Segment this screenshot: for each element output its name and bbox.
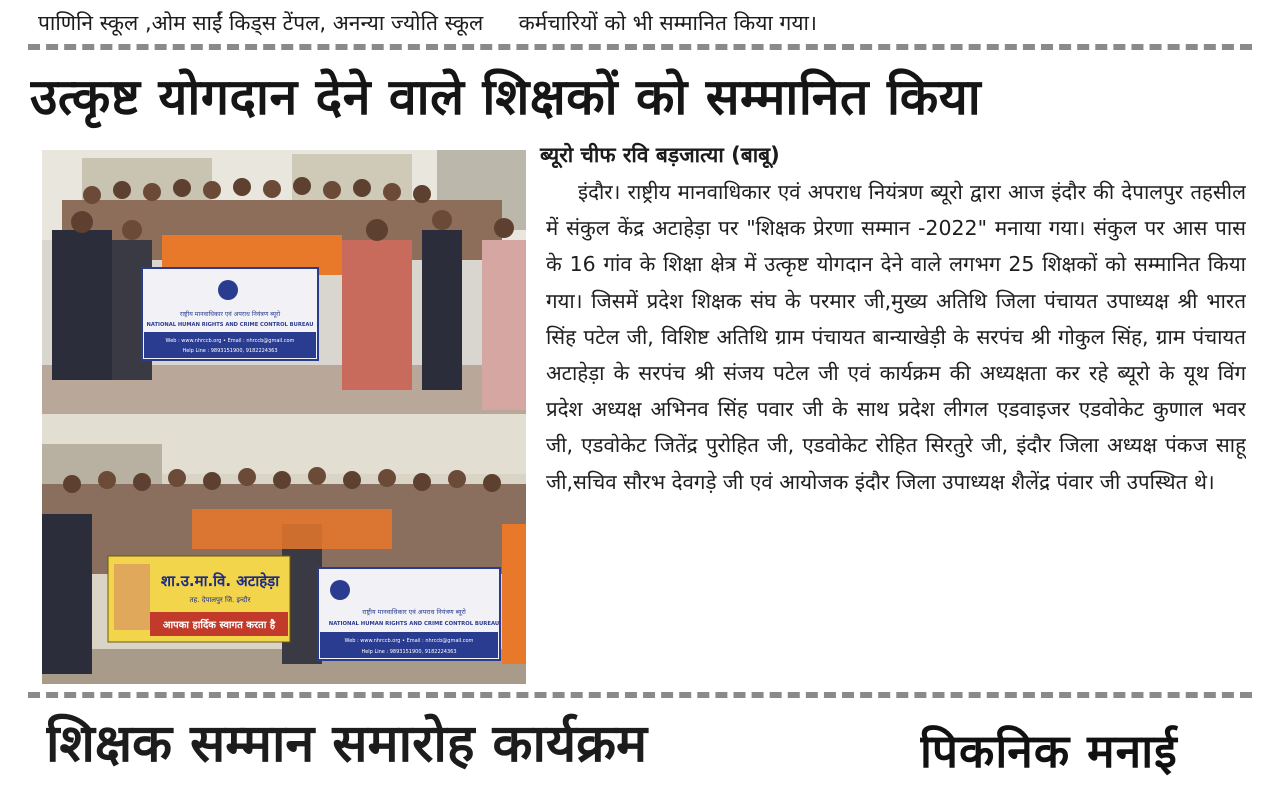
group-photo-2-image [42, 414, 526, 684]
bureau-banner-2 [318, 568, 500, 660]
bureau-banner-2-english: NATIONAL HUMAN RIGHTS AND CRIME CONTROL BUREAU [328, 621, 500, 627]
bureau-banner-1 [142, 268, 318, 360]
school-banner-address: तह. देपालपुर जि. इन्दौर [189, 596, 251, 604]
section-divider-top [28, 44, 1252, 50]
school-welcome-banner [108, 556, 290, 642]
bureau-banner-2-helpline: Help Line : 9893151900, 9182224363 [361, 649, 457, 655]
school-banner-welcome: आपका हार्दिक स्वागत करता है [162, 620, 276, 631]
article-body: इंदौर। राष्ट्रीय मानवाधिकार एवं अपराध नियंत्रण ब्यूरो द्वारा आज इंदौर की देपालपुर तहसील में संकुल केंद्र अटाहेड़ा पर "शिक्षक प्रेरणा सम्मान -2022" मनाया गया। संकुल पर आस पास के 16 गांव के शिक्षा क्षेत्र में उत्कृष्ट योगदान देने वाले लगभग 25 शिक्षकों को सम्मानित किया गया। जिसमें प्रदेश शिक्षक संघ के परमार जी,मुख्य अतिथि जिला पंचायत उपाध्यक्ष श्री भारत सिंह पटेल जी, विशिष्ट अतिथि ग्राम पंचायत बान्याखेड़ी के सरपंच श्री गोकुल सिंह, ग्राम पंचायत अटाहेड़ा के सरपंच श्री संजय पटेल जी एवं कार्यक्रम की अध्यक्षता कर रहे ब्यूरो के यूथ विंग प्रदेश अध्यक्ष अभिनव सिंह पवार जी के साथ प्रदेश लीगल एडवाइजर एडवोकेट कुणाल भवर जी, एडवोकेट जितेंद्र पुरोहित जी, एडवोकेट रोहित सिरतुरे जी, इंदौर जिला अध्यक्ष पंकज साहू जी,सचिव सौरभ देवगड़े जी एवं आयोजक इंदौर जिला उपाध्यक्ष शैलेंद्र पंवार जी उपस्थित थे। [546, 180, 1246, 494]
next-article-headline: शिक्षक सम्मान समारोह कार्यक्रम [46, 714, 648, 774]
article-headline: उत्कृष्ट योगदान देने वाले शिक्षकों को सम्मानित किया [30, 68, 982, 126]
section-divider-bottom [28, 692, 1252, 698]
bureau-banner-2-web: Web : www.nhrccb.org • Email : nhrccb@gmail.com [344, 638, 474, 644]
bureau-banner-1-web: Web : www.nhrccb.org • Email : nhrccb@gmail.com [165, 338, 295, 344]
previous-article-last-line [38, 6, 1238, 40]
next-column-headline-fragment: पिकनिक मनाई [920, 724, 1178, 778]
previous-article-fragment-left: पाणिनि स्कूल ,ओम साईं किड्स टेंपल, अनन्या ज्योति स्कूल [38, 11, 484, 35]
bureau-banner-1-english: NATIONAL HUMAN RIGHTS AND CRIME CONTROL BUREAU [146, 322, 314, 328]
school-banner-name: शा.उ.मा.वि. अटाहेड़ा [160, 572, 280, 590]
previous-article-fragment-right: कर्मचारियों को भी सम्मानित किया गया। [518, 11, 817, 35]
group-photo-1-image [42, 150, 526, 414]
article-byline: ब्यूरो चीफ रवि बड़जात्या (बाबू) [540, 143, 780, 167]
bureau-banner-1-helpline: Help Line : 9893151900, 9182224363 [182, 348, 278, 354]
group-photo-1 [42, 150, 526, 414]
bureau-banner-1-hindi: राष्ट्रीय मानवाधिकार एवं अपराध नियंत्रण ब्यूरो [179, 311, 281, 318]
bureau-banner-2-hindi: राष्ट्रीय मानवाधिकार एवं अपराध नियंत्रण ब्यूरो [362, 608, 466, 616]
group-photo-2 [42, 414, 526, 684]
